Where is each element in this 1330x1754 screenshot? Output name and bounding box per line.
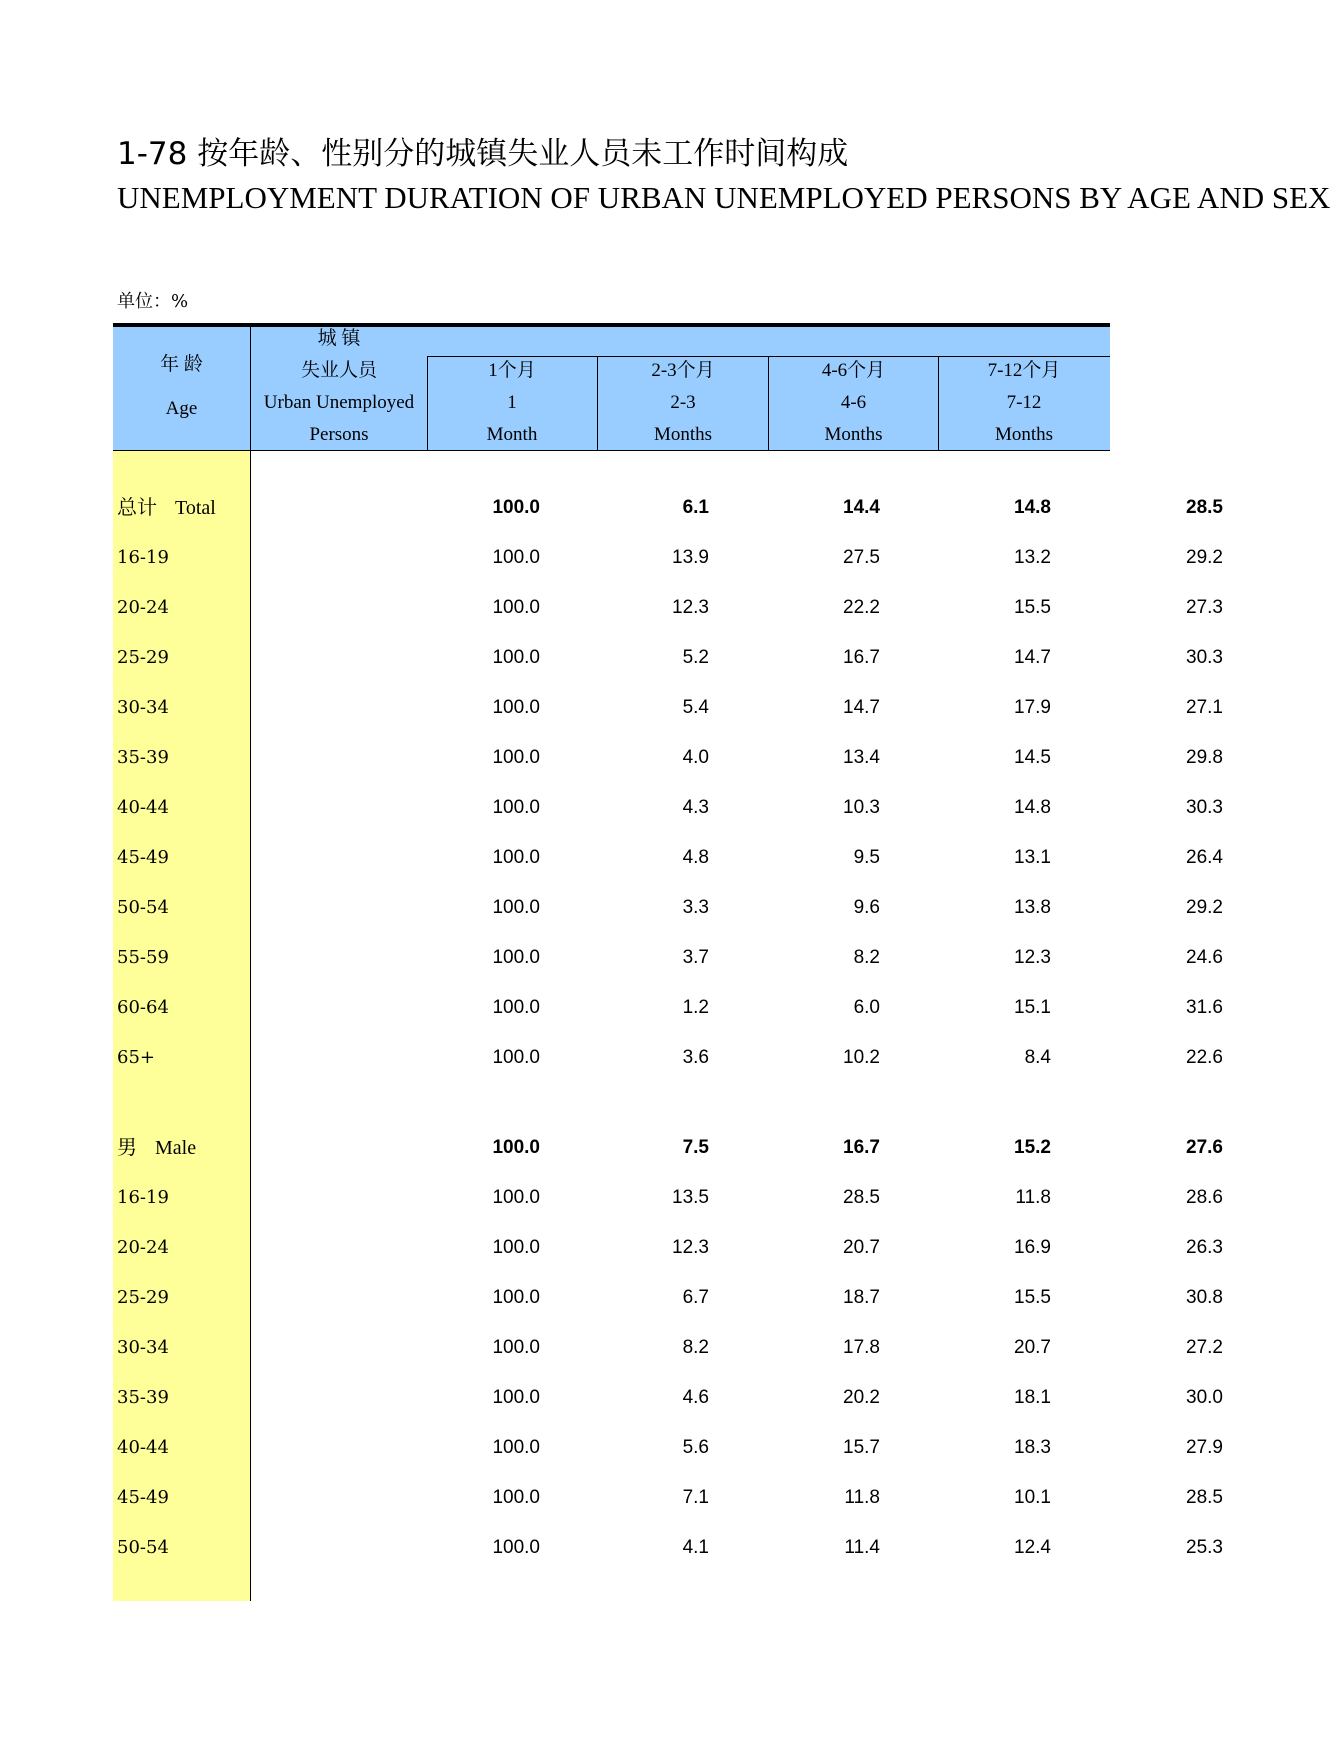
- data-table: [113, 323, 1223, 1601]
- table-row: [113, 1483, 1223, 1513]
- age-label: 20-24: [117, 1237, 169, 1258]
- group-total-row: [113, 1133, 1223, 1163]
- value-cell: 100.0: [492, 1437, 540, 1458]
- age-column-band: [113, 451, 250, 1601]
- age-label: [117, 1133, 247, 1163]
- header-1-month: [427, 355, 597, 451]
- header-col-range: 4-6: [840, 392, 867, 413]
- table-row: [113, 943, 1223, 973]
- value-cell: 18.3: [1014, 1437, 1051, 1458]
- value-cell: 12.3: [672, 1237, 709, 1258]
- value-cell: 28.5: [843, 1187, 880, 1208]
- value-cell: 29.8: [1186, 747, 1223, 768]
- value-cell: 5.4: [682, 697, 709, 718]
- header-total: [251, 323, 427, 451]
- value-cell: 16.7: [843, 1137, 880, 1158]
- value-cell: 14.8: [1014, 797, 1051, 818]
- value-cell: 15.7: [843, 1437, 880, 1458]
- value-cell: 26.4: [1186, 847, 1223, 868]
- value-cell: 29.2: [1186, 897, 1223, 918]
- age-label: 20-24: [117, 597, 169, 618]
- table-row: [113, 543, 1223, 573]
- header-col-en: Months: [824, 424, 883, 445]
- value-cell: 27.6: [1186, 1137, 1223, 1158]
- value-cell: 6.7: [682, 1287, 709, 1308]
- age-label: 35-39: [117, 1387, 169, 1408]
- header-col-cn: 7-12个月: [987, 360, 1061, 381]
- age-label: 60-64: [117, 997, 169, 1018]
- value-cell: 15.1: [1014, 997, 1051, 1018]
- value-cell: 30.8: [1186, 1287, 1223, 1308]
- header-col-en: Months: [653, 424, 713, 445]
- value-cell: 3.6: [682, 1047, 709, 1068]
- table-row: [113, 643, 1223, 673]
- value-cell: 4.8: [682, 847, 709, 868]
- value-cell: 100.0: [492, 1137, 540, 1158]
- age-label: 16-19: [117, 547, 169, 568]
- age-label: 25-29: [117, 647, 169, 668]
- age-label: 35-39: [117, 747, 169, 768]
- value-cell: 30.3: [1186, 647, 1223, 668]
- value-cell: 29.2: [1186, 547, 1223, 568]
- value-cell: 100.0: [492, 1537, 540, 1558]
- age-label: 50-54: [117, 1537, 169, 1558]
- value-cell: 100.0: [492, 547, 540, 568]
- value-cell: 4.3: [682, 797, 709, 818]
- header-4-6-months: [769, 355, 938, 451]
- value-cell: 16.9: [1014, 1237, 1051, 1258]
- age-label: [117, 493, 247, 523]
- table-row: [113, 743, 1223, 773]
- value-cell: 100.0: [492, 647, 540, 668]
- value-cell: 7.1: [682, 1487, 709, 1508]
- value-cell: 13.4: [843, 747, 880, 768]
- value-cell: 4.6: [682, 1387, 709, 1408]
- unit-label: 单位：%: [117, 291, 189, 312]
- header-age-en: Age: [165, 398, 198, 419]
- value-cell: 16.7: [843, 647, 880, 668]
- table-row: [113, 1283, 1223, 1313]
- age-label: 45-49: [117, 1487, 169, 1508]
- header-age: [113, 343, 250, 431]
- value-cell: 20.2: [843, 1387, 880, 1408]
- value-cell: 28.5: [1186, 497, 1223, 518]
- value-cell: 100.0: [492, 1287, 540, 1308]
- value-cell: 100.0: [492, 1187, 540, 1208]
- value-cell: 11.8: [1015, 1187, 1051, 1208]
- header-total-line-1: 城 镇: [317, 328, 361, 349]
- value-cell: 3.7: [682, 947, 709, 968]
- value-cell: 12.3: [1014, 947, 1051, 968]
- group-label-cn: 男: [117, 1137, 137, 1159]
- value-cell: 10.3: [843, 797, 880, 818]
- age-label: 50-54: [117, 897, 169, 918]
- value-cell: 24.6: [1186, 947, 1223, 968]
- table-row: [113, 793, 1223, 823]
- value-cell: 18.7: [843, 1287, 880, 1308]
- value-cell: 6.1: [682, 497, 709, 518]
- header-total-line-2: 失业人员: [300, 360, 377, 381]
- header-col-range: 7-12: [1006, 392, 1042, 413]
- value-cell: 12.4: [1014, 1537, 1051, 1558]
- value-cell: 20.7: [1014, 1337, 1051, 1358]
- value-cell: 13.8: [1014, 897, 1051, 918]
- value-cell: 10.2: [843, 1047, 880, 1068]
- value-cell: 30.3: [1186, 797, 1223, 818]
- value-cell: 13.1: [1014, 847, 1051, 868]
- value-cell: 13.9: [672, 547, 709, 568]
- value-cell: 5.2: [682, 647, 709, 668]
- value-cell: 100.0: [492, 897, 540, 918]
- value-cell: 8.2: [853, 947, 880, 968]
- value-cell: 30.0: [1186, 1387, 1223, 1408]
- value-cell: 11.8: [844, 1487, 880, 1508]
- page-title-chinese: 1-78 按年龄、性别分的城镇失业人员未工作时间构成: [117, 136, 849, 172]
- page-title-english: UNEMPLOYMENT DURATION OF URBAN UNEMPLOYED PERSONS BY AGE AND SEX: [117, 180, 1330, 215]
- value-cell: 15.5: [1014, 1287, 1051, 1308]
- value-cell: 17.8: [843, 1337, 880, 1358]
- table-row: [113, 893, 1223, 923]
- value-cell: 27.2: [1186, 1337, 1223, 1358]
- table-row: [113, 1333, 1223, 1363]
- value-cell: 14.8: [1014, 497, 1051, 518]
- header-7-12-months: [939, 355, 1109, 451]
- value-cell: 28.5: [1186, 1487, 1223, 1508]
- age-label: 55-59: [117, 947, 169, 968]
- value-cell: 27.9: [1186, 1437, 1223, 1458]
- table-row: [113, 1383, 1223, 1413]
- value-cell: 100.0: [492, 1237, 540, 1258]
- table-row: [113, 1183, 1223, 1213]
- table-row: [113, 1533, 1223, 1563]
- value-cell: 14.7: [843, 697, 880, 718]
- value-cell: 20.7: [843, 1237, 880, 1258]
- value-cell: 100.0: [492, 597, 540, 618]
- table-row: [113, 1233, 1223, 1263]
- value-cell: 9.5: [853, 847, 880, 868]
- value-cell: 22.6: [1186, 1047, 1223, 1068]
- value-cell: 28.6: [1186, 1187, 1223, 1208]
- value-cell: 100.0: [492, 1487, 540, 1508]
- age-label: 16-19: [117, 1187, 169, 1208]
- value-cell: 14.7: [1014, 647, 1051, 668]
- table-row: [113, 693, 1223, 723]
- header-total-line-3: Urban Unemployed: [263, 392, 415, 413]
- value-cell: 6.0: [853, 997, 880, 1018]
- value-cell: 27.3: [1186, 597, 1223, 618]
- value-cell: 17.9: [1014, 697, 1051, 718]
- value-cell: 100.0: [492, 697, 540, 718]
- group-total-row: [113, 493, 1223, 523]
- value-cell: 22.2: [843, 597, 880, 618]
- value-cell: 12.3: [672, 597, 709, 618]
- age-label: 30-34: [117, 697, 169, 718]
- group-label-en: Total: [175, 497, 216, 519]
- header-total-line-4: Persons: [309, 424, 369, 445]
- table-row: [113, 1433, 1223, 1463]
- value-cell: 100.0: [492, 497, 540, 518]
- value-cell: 10.1: [1014, 1487, 1051, 1508]
- group-label-en: Male: [155, 1137, 197, 1159]
- table-row: [113, 993, 1223, 1023]
- age-label: 25-29: [117, 1287, 169, 1308]
- value-cell: 5.6: [682, 1437, 709, 1458]
- value-cell: 4.0: [682, 747, 709, 768]
- value-cell: 100.0: [492, 797, 540, 818]
- value-cell: 3.3: [682, 897, 709, 918]
- header-col-en: Months: [994, 424, 1054, 445]
- age-label: 40-44: [117, 1437, 169, 1458]
- age-label: 40-44: [117, 797, 169, 818]
- value-cell: 18.1: [1014, 1387, 1051, 1408]
- value-cell: 100.0: [492, 1387, 540, 1408]
- table-row: [113, 1043, 1223, 1073]
- value-cell: 14.4: [843, 497, 880, 518]
- value-cell: 100.0: [492, 747, 540, 768]
- value-cell: 13.2: [1014, 547, 1051, 568]
- value-cell: 13.5: [672, 1187, 709, 1208]
- value-cell: 4.1: [682, 1537, 709, 1558]
- header-col-range: 1: [507, 392, 517, 413]
- age-label: 45-49: [117, 847, 169, 868]
- age-label: 65+: [117, 1047, 155, 1068]
- value-cell: 8.2: [682, 1337, 709, 1358]
- value-cell: 27.1: [1186, 697, 1223, 718]
- value-cell: 26.3: [1186, 1237, 1223, 1258]
- value-cell: 15.2: [1014, 1137, 1051, 1158]
- header-age-cn: 年 龄: [160, 354, 203, 375]
- value-cell: 11.4: [844, 1537, 880, 1558]
- value-cell: 100.0: [492, 1047, 540, 1068]
- value-cell: 100.0: [492, 847, 540, 868]
- value-cell: 8.4: [1024, 1047, 1051, 1068]
- age-label: 30-34: [117, 1337, 169, 1358]
- header-col-cn: 4-6个月: [821, 360, 886, 381]
- value-cell: 1.2: [682, 997, 709, 1018]
- value-cell: 9.6: [853, 897, 880, 918]
- value-cell: 14.5: [1014, 747, 1051, 768]
- table-row: [113, 843, 1223, 873]
- header-2-3-months: [598, 355, 768, 451]
- table-row: [113, 593, 1223, 623]
- header-col-en: Month: [486, 424, 538, 445]
- value-cell: 100.0: [492, 947, 540, 968]
- header-col-range: 2-3: [670, 392, 696, 413]
- header-col-cn: 2-3个月: [651, 360, 715, 381]
- value-cell: 7.5: [682, 1137, 709, 1158]
- group-label-cn: 总计: [117, 497, 157, 519]
- header-col-cn: 1个月: [488, 360, 536, 381]
- value-cell: 27.5: [843, 547, 880, 568]
- value-cell: 100.0: [492, 997, 540, 1018]
- value-cell: 100.0: [492, 1337, 540, 1358]
- value-cell: 25.3: [1186, 1537, 1223, 1558]
- value-cell: 15.5: [1014, 597, 1051, 618]
- value-cell: 31.6: [1186, 997, 1223, 1018]
